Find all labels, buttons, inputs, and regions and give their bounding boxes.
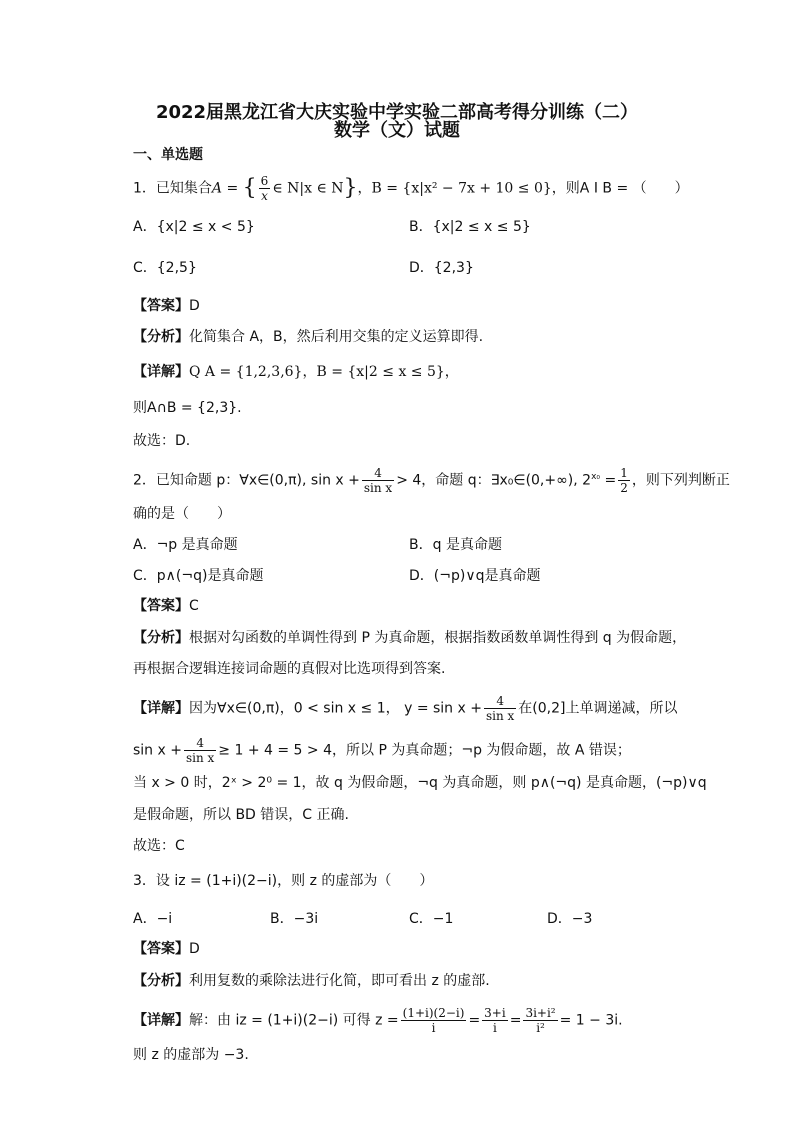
- q1-detail: [133, 362, 459, 382]
- q3-analysis-text: 利用复数的乘除法进行化简，即可看出 z 的虚部.: [189, 973, 490, 989]
- detail-tag: 【详解】: [133, 364, 189, 380]
- q1-brace-left: {: [242, 175, 257, 201]
- q3-fraction-2: [482, 1006, 508, 1035]
- q3-answer: [133, 939, 200, 959]
- q3-stem: 3．设 iz = (1+i)(2−i)，则 z 的虚部为（ ）: [133, 873, 434, 889]
- q1-detail-text: Q A = {1,2,3,6}，B = {x|2 ≤ x ≤ 5}，: [189, 364, 459, 380]
- q2-answer-value: C: [189, 598, 199, 614]
- q1-detail-line2: 则A∩B = {2,3}.: [133, 400, 242, 416]
- q2-analysis-line2: 再根据合逻辑连接词命题的真假对比选项得到答案.: [133, 661, 446, 677]
- q2-stem-c: =: [600, 472, 617, 489]
- q1-answer-value: D: [189, 298, 200, 314]
- document-subtitle: [0, 116, 794, 142]
- q1-choose: 故选：D.: [133, 433, 191, 449]
- q2-analysis: [133, 628, 686, 648]
- q3-option-b: B．−3i: [270, 911, 319, 927]
- q3-f2-den: i: [493, 1021, 497, 1035]
- q2-analysis-text: 根据对勾函数的单调性得到 P 为真命题，根据指数函数单调性得到 q 为假命题，: [189, 630, 687, 646]
- q3-detail-b: = 1 − 3i.: [559, 1012, 623, 1029]
- q2-frac2-num: 1: [620, 466, 628, 480]
- q2-fraction-1: [362, 466, 394, 495]
- q2-option-c: C．p∧(¬q)是真命题: [133, 568, 264, 584]
- q2-detail-frac-num: 4: [484, 694, 516, 709]
- q3-option-a: A．−i: [133, 911, 173, 927]
- q2-stem-line2: 确的是（ ）: [133, 506, 231, 522]
- q3-detail-a: 解：由 iz = (1+i)(2−i) 可得 z =: [189, 1012, 399, 1029]
- q2-detail-1a: 因为∀x∈(0,π)，0 < sin x ≤ 1， y = sin x +: [189, 700, 482, 717]
- document-title: 2022届黑龙江省大庆实验中学实验二部高考得分训练（二）: [155, 102, 639, 123]
- q1-set-a-right: ∈ N|x ∈ N: [272, 180, 344, 197]
- analysis-tag: 【分析】: [133, 630, 189, 646]
- answer-tag: 【答案】: [133, 598, 189, 614]
- q2-detail-fraction-2: [184, 736, 216, 765]
- q2-frac2-den: 2: [620, 481, 628, 495]
- q2-detail: [133, 694, 678, 723]
- q3-f1-den: i: [431, 1021, 436, 1035]
- q2-detail-fraction: [484, 694, 516, 723]
- answer-tag: 【答案】: [133, 941, 189, 957]
- q1-analysis-text: 化简集合 A，B，然后利用交集的定义运算即得.: [189, 329, 484, 345]
- q3-f2-num: 3+i: [484, 1006, 506, 1020]
- q2-stem-b: > 4，命题 q：∃x₀∈(0,+∞), 2: [396, 472, 592, 489]
- q1-number: 1．已知集合: [133, 180, 212, 197]
- q1-stem: [133, 174, 689, 203]
- q3-conclusion: 则 z 的虚部为 −3.: [133, 1047, 249, 1063]
- q2-choose: 故选：C: [133, 838, 185, 854]
- q3-analysis: [133, 971, 490, 991]
- q2-detail2-frac-den: sin x: [185, 751, 215, 765]
- q1-answer: [133, 296, 200, 316]
- q2-detail2-frac-num: 4: [184, 736, 216, 751]
- detail-tag: 【详解】: [133, 1012, 189, 1029]
- subtitle-text: 数学（文）试题: [334, 120, 460, 141]
- q3-f3-den: i²: [536, 1021, 545, 1035]
- q1-set-b: ，B = {x|x² − 7x + 10 ≤ 0}: [357, 180, 552, 197]
- q2-detail-2a: sin x +: [133, 742, 182, 759]
- q3-f3-num: 3i+i²: [525, 1006, 556, 1020]
- analysis-tag: 【分析】: [133, 329, 189, 345]
- q2-option-a: A．¬p 是真命题: [133, 537, 238, 553]
- q2-frac1-num: 4: [362, 466, 394, 481]
- q2-option-b: B．q 是真命题: [409, 537, 502, 553]
- q1-frac-num: 6: [260, 174, 269, 188]
- detail-tag: 【详解】: [133, 700, 189, 717]
- q1-option-c: C．{2,5}: [133, 260, 197, 276]
- q2-detail-line4: 是假命题，所以 BD 错误，C 正确.: [133, 807, 349, 823]
- q1-option-d: D．{2,3}: [409, 260, 474, 276]
- q3-eq-1: =: [468, 1012, 481, 1029]
- q1-analysis: [133, 327, 483, 347]
- section-heading: 一、单选题: [133, 147, 203, 163]
- q1-option-b: B．{x|2 ≤ x ≤ 5}: [409, 219, 531, 235]
- q3-detail: [133, 1006, 623, 1035]
- q2-detail-line3: 当 x > 0 时，2ˣ > 2⁰ = 1，故 q 为假命题，¬q 为真命题，则 p∧(¬q) 是真命题，(¬p)∨q: [133, 775, 707, 791]
- answer-tag: 【答案】: [133, 298, 189, 314]
- q2-detail-line2: [133, 736, 631, 765]
- q2-exponent: x₀: [591, 471, 600, 482]
- q3-f1-num: (1+i)(2−i): [402, 1006, 465, 1020]
- q1-tail: ，则A I B = （ ）: [551, 180, 689, 197]
- q2-stem: [133, 466, 730, 495]
- q2-fraction-2: [618, 466, 630, 495]
- q2-answer: [133, 596, 199, 616]
- q3-fraction-3: [523, 1006, 557, 1035]
- q3-answer-value: D: [189, 941, 200, 957]
- q3-option-c: C．−1: [409, 911, 454, 927]
- q2-detail-2b: ≥ 1 + 4 = 5 > 4，所以 P 为真命题；¬p 为假命题，故 A 错误；: [218, 742, 631, 759]
- q2-detail-frac-den: sin x: [485, 709, 515, 723]
- q3-fraction-1: [401, 1006, 467, 1035]
- q2-frac1-den: sin x: [363, 481, 393, 495]
- q3-eq-2: =: [509, 1012, 522, 1029]
- q3-option-d: D．−3: [547, 911, 593, 927]
- q1-frac-den: x: [261, 189, 268, 203]
- q2-detail-1b: 在(0,2]上单调递减，所以: [518, 700, 678, 717]
- q2-stem-a: 2．已知命题 p：∀x∈(0,π), sin x +: [133, 472, 360, 489]
- q2-option-d: D．(¬p)∨q是真命题: [409, 568, 541, 584]
- q1-option-a: A．{x|2 ≤ x < 5}: [133, 219, 255, 235]
- q1-brace-right: }: [343, 175, 358, 201]
- q1-fraction: [259, 174, 271, 203]
- analysis-tag: 【分析】: [133, 973, 189, 989]
- q1-set-a-left: A =: [211, 180, 243, 197]
- q2-stem-d: ，则下列判断正: [631, 472, 730, 489]
